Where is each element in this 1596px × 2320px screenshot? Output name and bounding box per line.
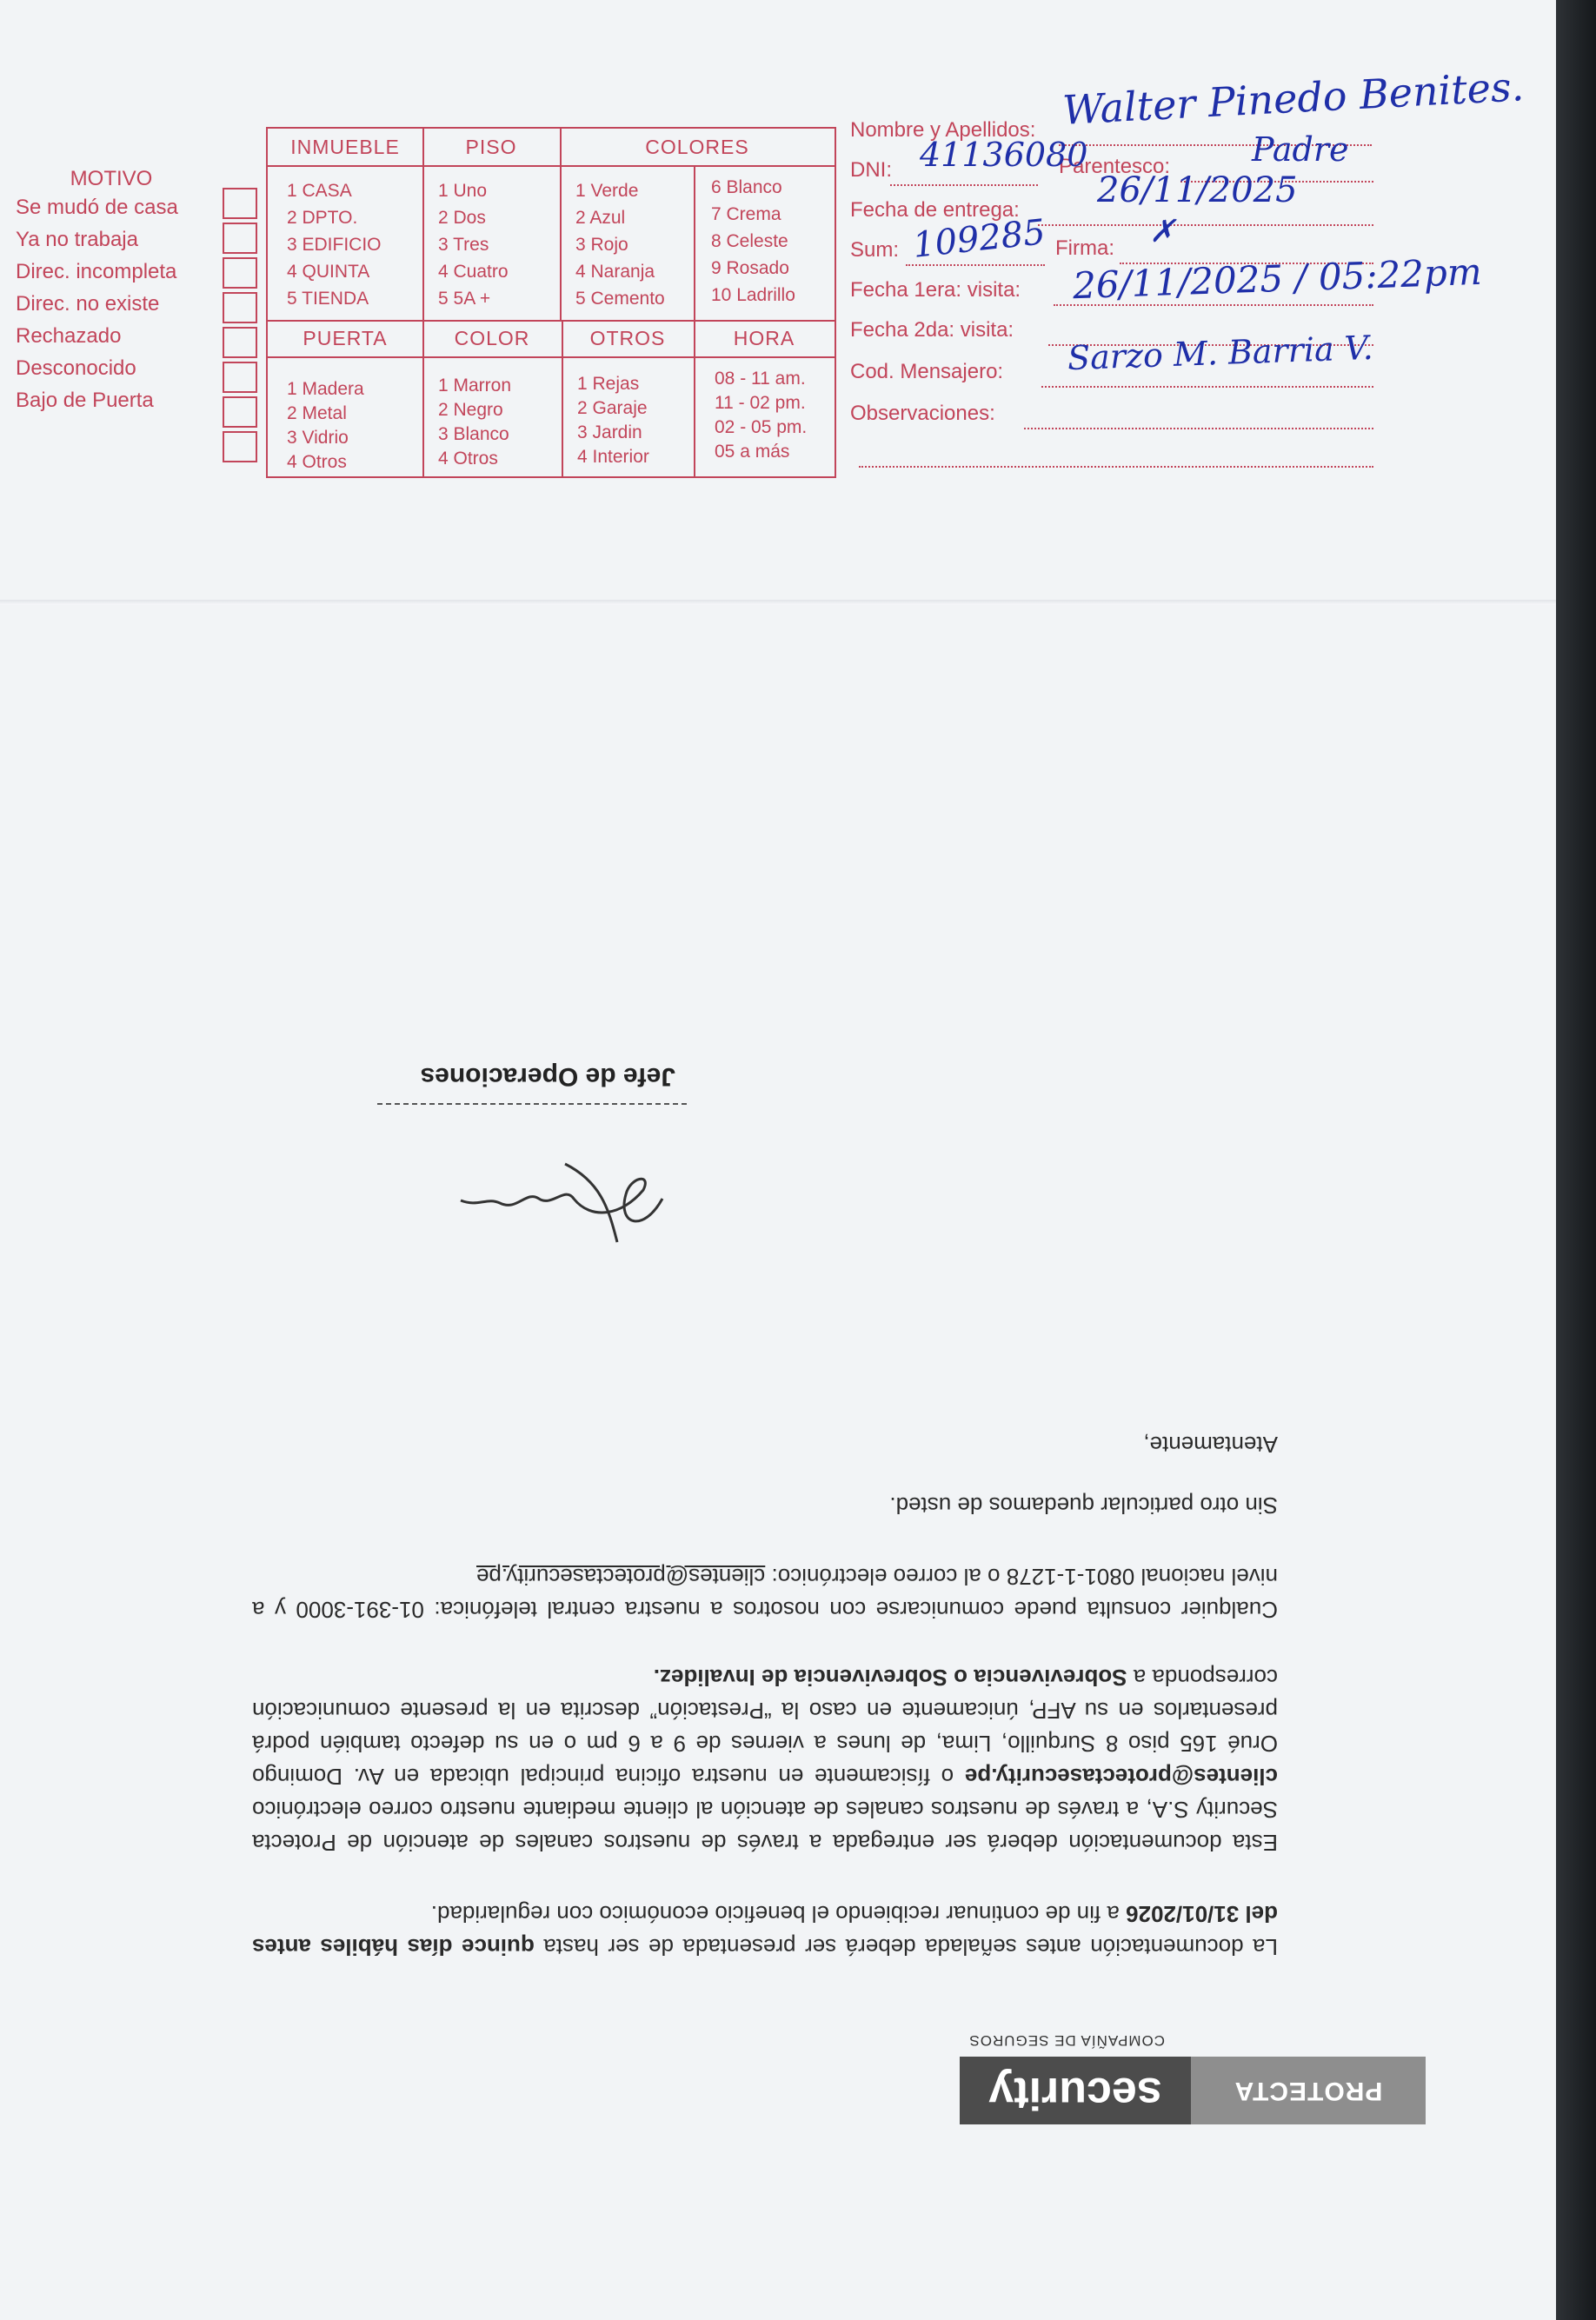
logo-protecta: PROTECTA <box>1191 2057 1426 2124</box>
colores-option: 6 Blanco <box>711 177 782 197</box>
piso-option: 5 5A + <box>438 289 491 309</box>
otros-option: 2 Garaje <box>577 398 648 418</box>
motivo-item: Desconocido <box>16 356 136 380</box>
label-dni: DNI: <box>850 158 892 182</box>
color-option: 4 Otros <box>438 449 498 469</box>
signer-title: Jefe de Operaciones <box>420 1062 675 1091</box>
inmueble-option: 4 QUINTA <box>287 262 370 282</box>
handwritten-firma: ✗ <box>1149 214 1176 249</box>
signature-image <box>443 1155 669 1260</box>
color-option: 3 Blanco <box>438 424 509 444</box>
header-inmueble: INMUEBLE <box>290 136 400 158</box>
inmueble-option: 5 TIENDA <box>287 289 369 309</box>
inmueble-option: 1 CASA <box>287 181 352 201</box>
paragraph-contact: Cualquier consulta puede comunicarse con nosotros a nuestra central telefónica: 01-391-3000 y a nivel nacional 0801-1-1278 o al correo electrónico: clientes@protectasecurity.pe <box>252 1564 1278 1623</box>
hora-option: 08 - 11 am. <box>715 369 806 389</box>
puerta-option: 2 Metal <box>287 403 347 423</box>
piso-option: 1 Uno <box>438 181 488 201</box>
header-otros: OTROS <box>589 327 666 349</box>
motivo-item: Direc. incompleta <box>16 260 177 283</box>
handwritten-parentesco: Padre <box>1252 130 1349 169</box>
hora-option: 05 a más <box>715 442 790 462</box>
label-parentesco: Parentesco: <box>1059 155 1171 178</box>
header-color: COLOR <box>454 327 530 349</box>
handwritten-visita-1: 26/11/2025 / 05:22pm <box>1072 249 1483 308</box>
colores-option: 10 Ladrillo <box>711 285 795 305</box>
protecta-security-logo <box>960 2057 1426 2124</box>
puerta-option: 1 Madera <box>287 379 364 399</box>
handwritten-sum: 109285 <box>911 212 1047 266</box>
paragraph-deadline: La documentación antes señalada deberá ser presentada de ser hasta quince días hábiles antes del 31/01/2026 a fin de continuar recibiendo el beneficio económico con regularidad. <box>251 1901 1278 1960</box>
piso-option: 2 Dos <box>438 208 486 228</box>
motivo-item: Ya no trabaja <box>16 228 138 251</box>
handwritten-nombre: Walter Pinedo Benites. <box>1061 63 1526 134</box>
colores-option: 3 Rojo <box>575 235 628 255</box>
handwritten-dni: 41136080 <box>920 136 1088 174</box>
label-firma: Firma: <box>1055 236 1114 260</box>
motivo-item: Se mudó de casa <box>16 196 178 219</box>
puerta-option: 4 Otros <box>287 452 347 472</box>
motivo-item: Rechazado <box>16 324 122 348</box>
label-fecha-entrega: Fecha de entrega: <box>850 198 1020 222</box>
email-link[interactable]: clientes@protectasecurity.pe <box>964 1764 1278 1790</box>
puerta-option: 3 Vidrio <box>287 428 349 448</box>
label-nombre: Nombre y Apellidos: <box>850 118 1036 142</box>
handwritten-fecha-entrega: 26/11/2025 <box>1097 170 1298 210</box>
hora-option: 02 - 05 pm. <box>715 417 808 437</box>
color-option: 2 Negro <box>438 400 503 420</box>
label-observaciones: Observaciones: <box>850 402 995 425</box>
logo-security: security <box>960 2057 1191 2124</box>
color-option: 1 Marron <box>438 376 512 396</box>
label-fecha-1: Fecha 1era: visita: <box>850 278 1021 302</box>
colores-option: 1 Verde <box>575 181 639 201</box>
colores-option: 8 Celeste <box>711 231 788 251</box>
hora-option: 11 - 02 pm. <box>715 393 806 413</box>
email-link[interactable]: clientes@protectasecurity.pe <box>476 1564 766 1590</box>
colores-option: 7 Crema <box>711 204 781 224</box>
label-fecha-2: Fecha 2da: visita: <box>850 318 1014 342</box>
logo-subtitle: COMPAÑÍA DE SEGUROS <box>968 2032 1165 2049</box>
header-hora: HORA <box>733 327 795 349</box>
paragraph-regards: Atentamente, <box>1143 1432 1278 1458</box>
background-surface <box>1556 0 1596 2320</box>
inmueble-option: 2 DPTO. <box>287 208 358 228</box>
colores-option: 5 Cemento <box>575 289 665 309</box>
header-colores: COLORES <box>645 136 749 158</box>
handwritten-mensajero: Sarzo M. Barria V. <box>1067 328 1374 378</box>
colores-option: 9 Rosado <box>711 258 789 278</box>
otros-option: 1 Rejas <box>577 374 640 394</box>
otros-option: 3 Jardin <box>577 422 642 442</box>
motivo-item: Direc. no existe <box>16 292 160 316</box>
header-piso: PISO <box>465 136 517 158</box>
label-sum: Sum: <box>850 238 900 262</box>
paragraph-closing: Sin otro particular quedamos de usted. <box>889 1492 1278 1519</box>
colores-option: 2 Azul <box>575 208 626 228</box>
motivo-title: MOTIVO <box>70 167 153 190</box>
label-mensajero: Cod. Mensajero: <box>850 360 1004 383</box>
piso-option: 3 Tres <box>438 235 489 255</box>
header-puerta: PUERTA <box>303 327 388 349</box>
colores-option: 4 Naranja <box>575 262 655 282</box>
paragraph-channels: Esta documentación deberá ser entregada a través de nuestros canales de atención de Protecta Security S.A, a través de nuestros canales de atención al cliente mediante nuestro correo electrónico clientes@protectasecurity.pe o físicamente en nuestra oficina principal ubicada en Av. Domingo Orué 165 piso 8 Surquillo, Lima, de lunes a viernes de 9 a 6 pm o en su defecto también podrá presentarlos en su AFP, únicamente en caso la “Prestación” descrita en la presente comunicación corresponda a Sobrevivencia o Sobrevivencia de Invalidez. <box>252 1665 1278 1856</box>
otros-option: 4 Interior <box>577 447 649 467</box>
inmueble-option: 3 EDIFICIO <box>287 235 382 255</box>
motivo-item: Bajo de Puerta <box>16 389 154 412</box>
signature-line <box>377 1103 687 1105</box>
piso-option: 4 Cuatro <box>438 262 509 282</box>
